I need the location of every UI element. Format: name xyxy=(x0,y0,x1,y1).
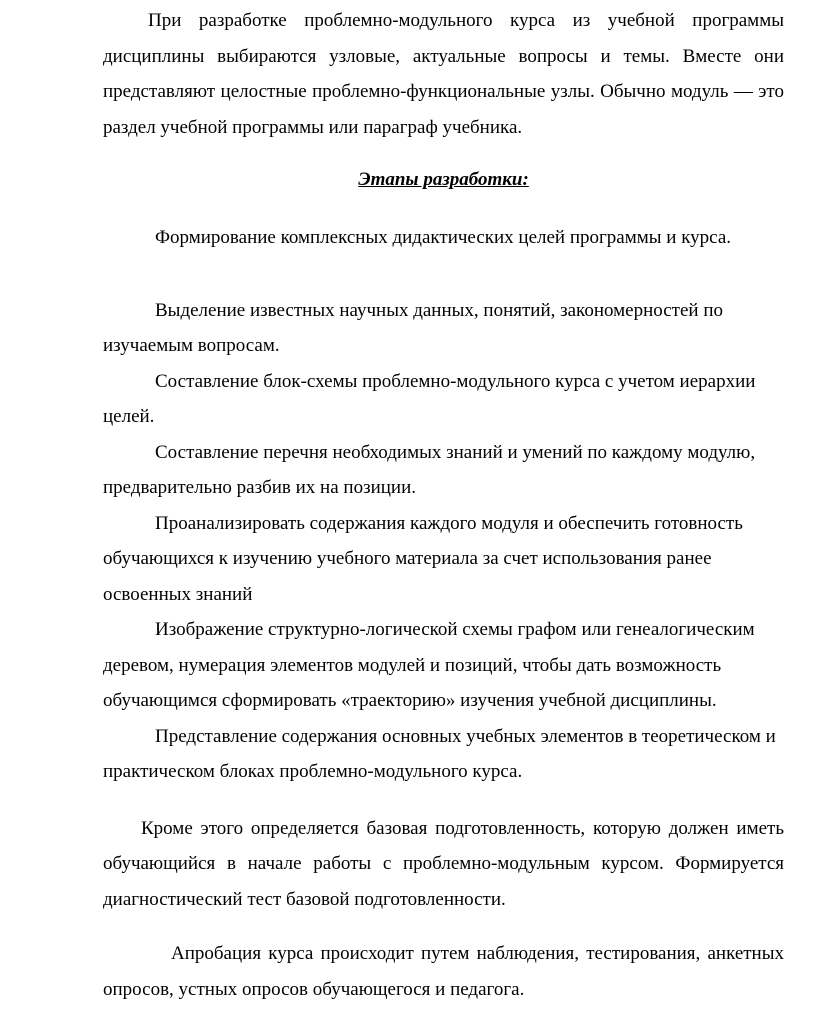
step-item-5: Проанализировать содержания каждого модуля и обеспечить готовность обучающихся к изучению учебного материала за счет использования ранее освоенных знаний xyxy=(103,512,743,605)
step-item-6: Изображение структурно-логической схемы графом или генеалогическим деревом, нумерация элементов модулей и позиций, чтобы дать возможность обучающимся сформировать «траекторию» изучения учебной дисциплины. xyxy=(103,619,755,711)
step-item-1: Формирование комплексных дидактических целей программы и курса. xyxy=(155,227,732,248)
intro-paragraph: При разработке проблемно-модульного курса из учебной программы дисциплины выбираются узловые, актуальные вопросы и темы. Вместе они представляют целостные проблемно-функциональные узлы. Обычно модуль — это раздел учебной программы или параграф учебника. xyxy=(103,10,784,138)
step-item-7: Представление содержания основных учебных элементов в теоретическом и практическом блоках проблемно-модульного курса. xyxy=(103,725,776,782)
baseline-paragraph: Кроме этого определяется базовая подготовленность, которую должен иметь обучающийся в начале работы с проблемно-модульным курсом. Формируется диагностический тест базовой подготовленности. xyxy=(103,817,784,910)
section-heading: Этапы разработки: xyxy=(358,169,529,190)
step-item-3: Составление блок-схемы проблемно-модульного курса с учетом иерархии целей. xyxy=(103,370,756,427)
step-item-2: Выделение известных научных данных, понятий, закономерностей по изучаемым вопросам. xyxy=(103,299,723,356)
step-item-4: Составление перечня необходимых знаний и умений по каждому модулю, предварительно разбив их на позиции. xyxy=(103,441,756,498)
approbation-paragraph: Апробация курса происходит путем наблюдения, тестирования, анкетных опросов, устных опросов обучающегося и педагога. xyxy=(103,943,784,1000)
document-page xyxy=(103,0,784,1007)
